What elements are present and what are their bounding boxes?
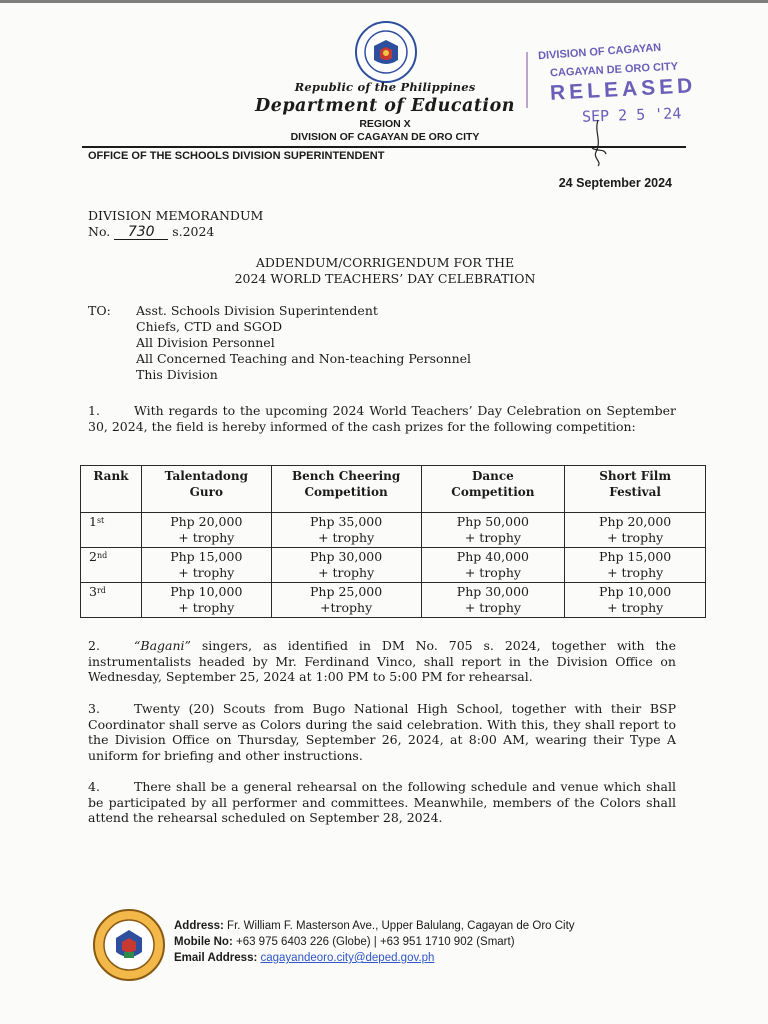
prize-extra: + trophy (464, 600, 521, 615)
region-heading: REGION X (359, 118, 411, 130)
header-text: Talentadong (164, 469, 248, 483)
prize-cell (565, 513, 706, 548)
rank-cell (81, 583, 142, 618)
prize-cell (421, 583, 565, 618)
prize-amount: Php 15,000 (170, 549, 243, 564)
footer-mobile (174, 936, 515, 948)
prize-amount: Php 40,000 (456, 549, 529, 564)
table-row (81, 513, 706, 548)
header-text: Competition (451, 485, 535, 499)
stamp-division: DIVISION OF CAGAYAN (537, 41, 662, 63)
prize-extra: + trophy (318, 565, 375, 580)
paragraph-3 (88, 701, 676, 763)
prize-extra: +trophy (320, 600, 373, 615)
rank-suffix: nd (96, 551, 108, 560)
prize-amount: Php 30,000 (310, 549, 383, 564)
subject-line-1: ADDENDUM/CORRIGENDUM FOR THE (255, 255, 515, 270)
memo-number-line (88, 224, 214, 240)
header-text: Short Film (599, 469, 672, 483)
department-heading: Department of Education (255, 96, 515, 116)
memo-date: 24 September 2024 (558, 176, 672, 190)
footer-address (174, 920, 575, 932)
prize-amount: Php 15,000 (599, 549, 672, 564)
address-label: Address: (174, 920, 224, 932)
prize-table (80, 465, 706, 618)
prize-amount: Php 10,000 (599, 584, 672, 599)
paragraph-text: There shall be a general rehearsal on the following schedule and venue which shall be participated by all performer and committees. Meanwhile, members of the Colors shall attend the rehearsal scheduled on September 28, 2024. (88, 779, 676, 826)
stamp-status: RELEASED (549, 74, 697, 105)
prize-cell (565, 548, 706, 583)
prize-extra: + trophy (464, 565, 521, 580)
header-text: Competition (304, 485, 388, 499)
prize-extra: + trophy (607, 600, 664, 615)
recipient: Asst. Schools Division Superintendent (136, 303, 378, 318)
division-heading: DIVISION OF CAGAYAN DE ORO CITY (290, 131, 480, 143)
header-text: Guro (189, 485, 223, 499)
paragraph-number: 2. (88, 638, 100, 653)
header-text: Bench Cheering (291, 469, 401, 483)
prize-amount: Php 50,000 (456, 514, 529, 529)
recipient: All Division Personnel (136, 335, 275, 350)
prize-amount: Php 35,000 (310, 514, 383, 529)
division-seal-icon (92, 908, 166, 982)
paragraph-text: Twenty (20) Scouts from Bugo National High School, together with their BSP Coordinator shall serve as Colors during the said celebration. With this, they shall report to the Division Office on Thursday, September 26, 2024, at 8:00 AM, wearing their Type A uniform for briefing and other instructions. (88, 701, 676, 763)
prize-cell (565, 583, 706, 618)
header-bench-cheering (271, 466, 421, 513)
rank-number: 2 (89, 549, 97, 564)
recipient-list (136, 303, 471, 383)
paragraph-text: With regards to the upcoming 2024 World Teachers’ Day Celebration on September 30, 2024, the field is hereby informed of the cash prizes for the following competition: (88, 403, 676, 434)
stamp-border (526, 52, 528, 108)
memo-number: 730 (114, 225, 168, 240)
prize-cell (421, 548, 565, 583)
scan-top-edge (0, 0, 768, 3)
paragraph-2 (88, 638, 676, 685)
email-label: Email Address: (174, 952, 258, 964)
prize-cell (141, 513, 271, 548)
prize-extra: + trophy (464, 530, 521, 545)
rank-number: 1 (89, 514, 97, 529)
address-value: Fr. William F. Masterson Ave., Upper Balulang, Cagayan de Oro City (223, 920, 575, 932)
initial-signature-icon (584, 118, 614, 168)
header-dance (421, 466, 565, 513)
memo-series: s.2024 (172, 224, 215, 239)
prize-amount: Php 20,000 (170, 514, 243, 529)
memo-no-prefix: No. (88, 224, 111, 239)
prize-cell (141, 548, 271, 583)
paragraph-4 (88, 779, 676, 826)
prize-extra: + trophy (178, 600, 235, 615)
prize-extra: + trophy (178, 565, 235, 580)
deped-seal-icon (354, 20, 418, 84)
prize-cell (271, 583, 421, 618)
recipient: All Concerned Teaching and Non-teaching Personnel (136, 351, 472, 366)
prize-cell (271, 513, 421, 548)
paragraph-number: 4. (88, 779, 100, 794)
header-rank (81, 466, 142, 513)
prize-amount: Php 10,000 (170, 584, 243, 599)
stamp-date: SEP 2 5 '24 (581, 104, 682, 126)
released-stamp (520, 41, 750, 156)
email-link[interactable]: cagayandeoro.city@deped.gov.ph (260, 952, 435, 964)
prize-extra: + trophy (318, 530, 375, 545)
header-short-film (565, 466, 706, 513)
prize-extra: + trophy (607, 530, 664, 545)
republic-heading: Republic of the Philippines (294, 80, 476, 94)
header-text: Dance (471, 469, 514, 483)
paragraph-1 (88, 403, 676, 434)
mobile-value: +63 975 6403 226 (Globe) | +63 951 1710 902 (Smart) (232, 936, 515, 948)
paragraph-number: 1. (88, 403, 100, 418)
prize-extra: + trophy (607, 565, 664, 580)
footer-email (174, 952, 434, 964)
table-row (81, 548, 706, 583)
paragraph-text: singers, as identified in DM No. 705 s. 2024, together with the instrumentalists headed by Mr. Ferdinand Vinco, shall report in the Division Office on Wednesday, September 25, 2024 at 1:00 PM to 5:00 PM for rehearsal. (88, 638, 676, 685)
table-header-row (81, 466, 706, 513)
subject-line-2: 2024 WORLD TEACHERS’ DAY CELEBRATION (234, 271, 536, 286)
rank-number: 3 (89, 584, 97, 599)
paragraph-number: 3. (88, 701, 100, 716)
prize-cell (421, 513, 565, 548)
prize-cell (271, 548, 421, 583)
mobile-label: Mobile No: (174, 936, 233, 948)
memo-title: DIVISION MEMORANDUM (88, 208, 264, 223)
rank-suffix: st (96, 516, 105, 525)
table-row (81, 583, 706, 618)
stamp-city: CAGAYAN DE ORO CITY (549, 60, 679, 80)
rank-suffix: rd (96, 586, 106, 595)
prize-cell (141, 583, 271, 618)
recipient: Chiefs, CTD and SGOD (136, 319, 283, 334)
rank-cell (81, 513, 142, 548)
bagani-term: “Bagani” (134, 638, 191, 653)
prize-extra: + trophy (178, 530, 235, 545)
prize-amount: Php 20,000 (599, 514, 672, 529)
header-talentadong-guro (141, 466, 271, 513)
prize-amount: Php 30,000 (456, 584, 529, 599)
to-label: TO: (88, 303, 111, 318)
rank-cell (81, 548, 142, 583)
recipient: This Division (136, 367, 218, 382)
header-text: Festival (609, 485, 661, 499)
prize-amount: Php 25,000 (310, 584, 383, 599)
header-text: Rank (93, 469, 129, 483)
office-heading: OFFICE OF THE SCHOOLS DIVISION SUPERINTENDENT (88, 150, 385, 162)
